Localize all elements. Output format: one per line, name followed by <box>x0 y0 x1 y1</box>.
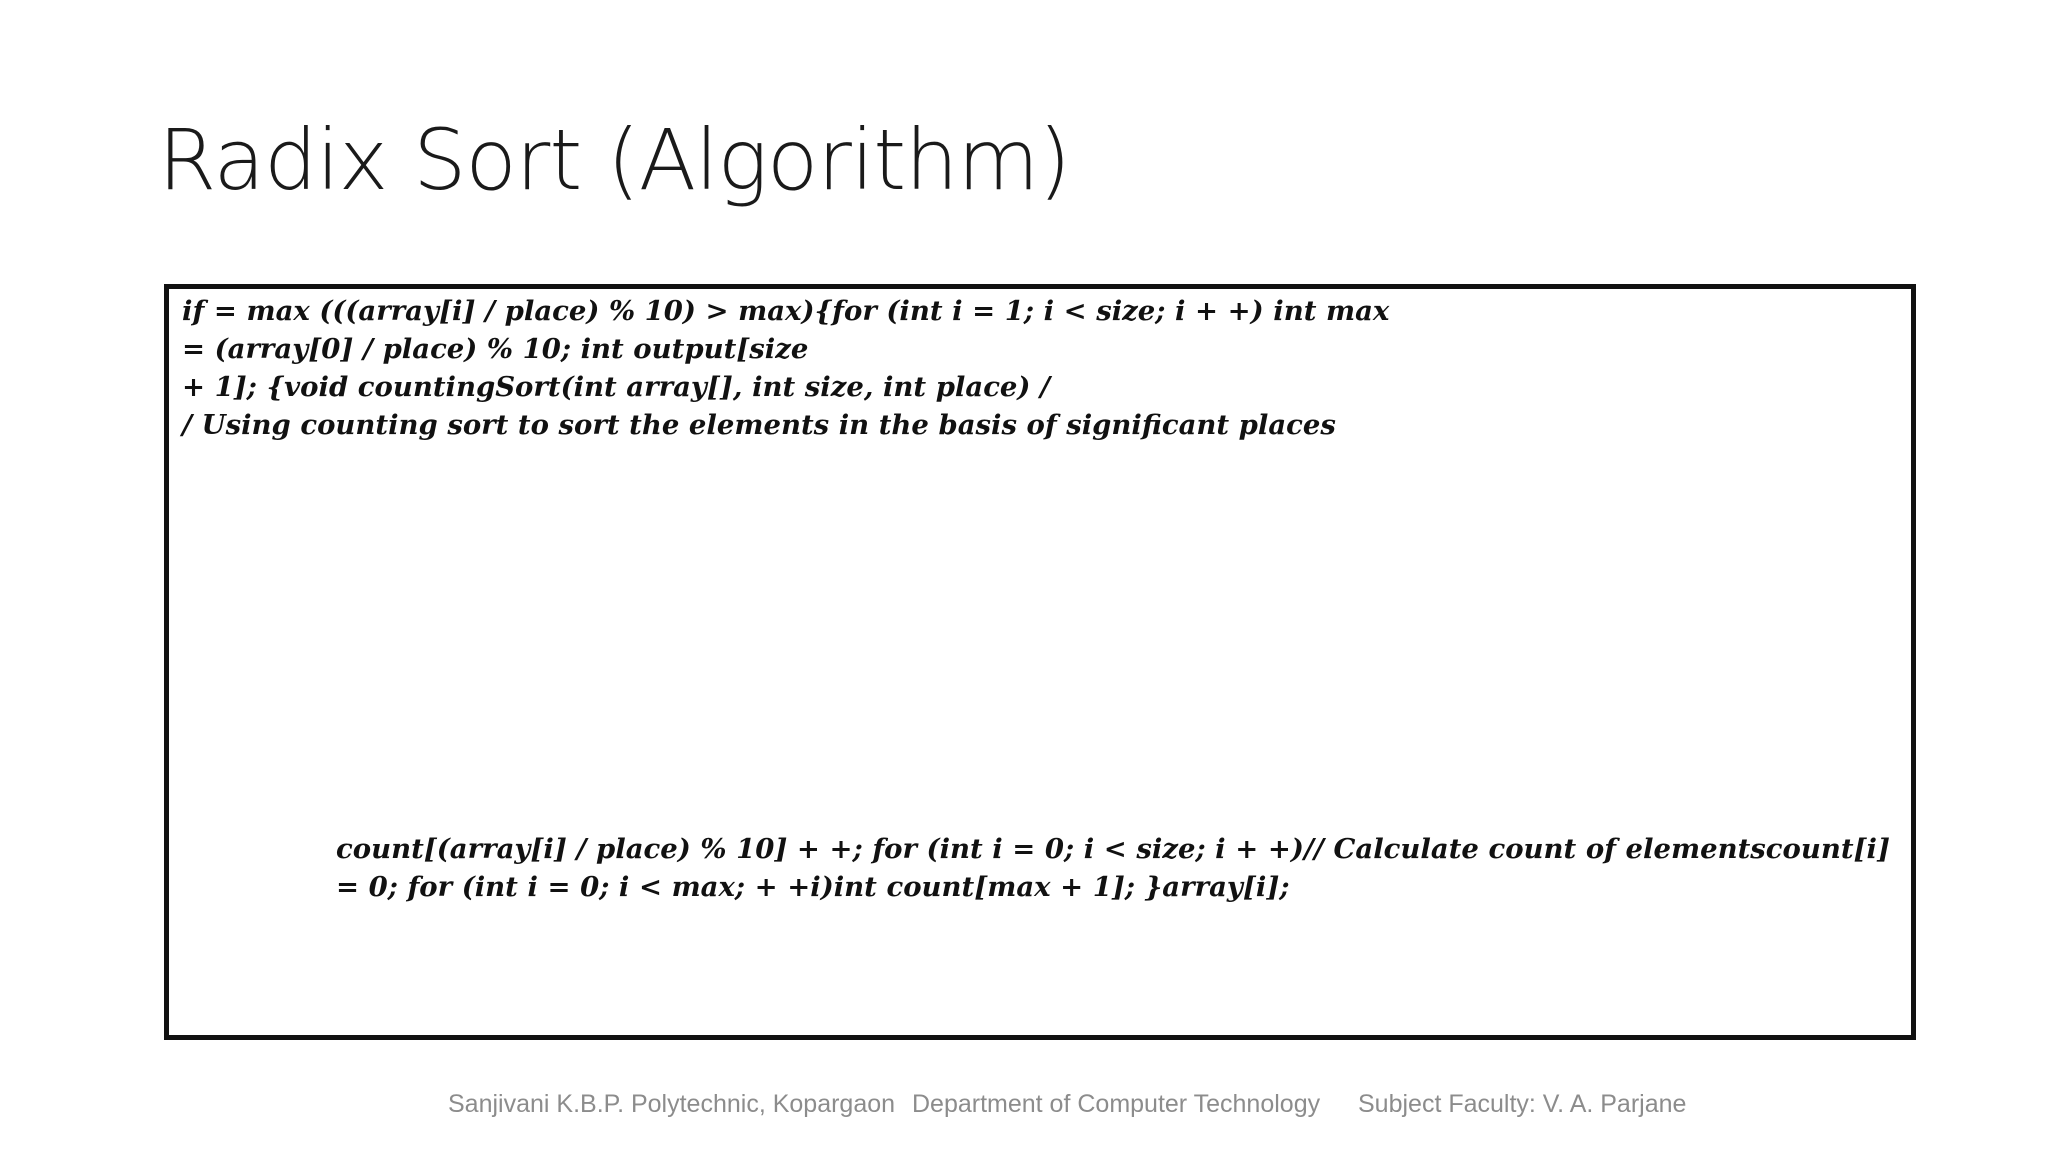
slide-title: Radix Sort (Algorithm) <box>158 111 1070 209</box>
code-line-5: count[(array[i] / place) % 10] + +; for (int i = 0; i < size; i + +)// Calculate count of elementscount[i] <box>336 833 1891 865</box>
footer-department: Department of Computer Technology <box>912 1090 1321 1118</box>
code-line-6: = 0; for (int i = 0; i < max; + +i)int count[max + 1]; }array[i]; <box>336 871 1290 903</box>
footer-institution: Sanjivani K.B.P. Polytechnic, Kopargaon <box>448 1090 896 1118</box>
code-line-4: / Using counting sort to sort the elements in the basis of significant places <box>182 409 1336 441</box>
footer-faculty: Subject Faculty: V. A. Parjane <box>1358 1090 1687 1118</box>
code-line-3: + 1]; {void countingSort(int array[], int size, int place) / <box>182 371 1051 403</box>
code-line-1: if = max (((array[i] / place) % 10) > max){for (int i = 1; i < size; i + +) int max <box>182 295 1390 327</box>
code-line-2: = (array[0] / place) % 10; int output[size <box>182 333 809 365</box>
